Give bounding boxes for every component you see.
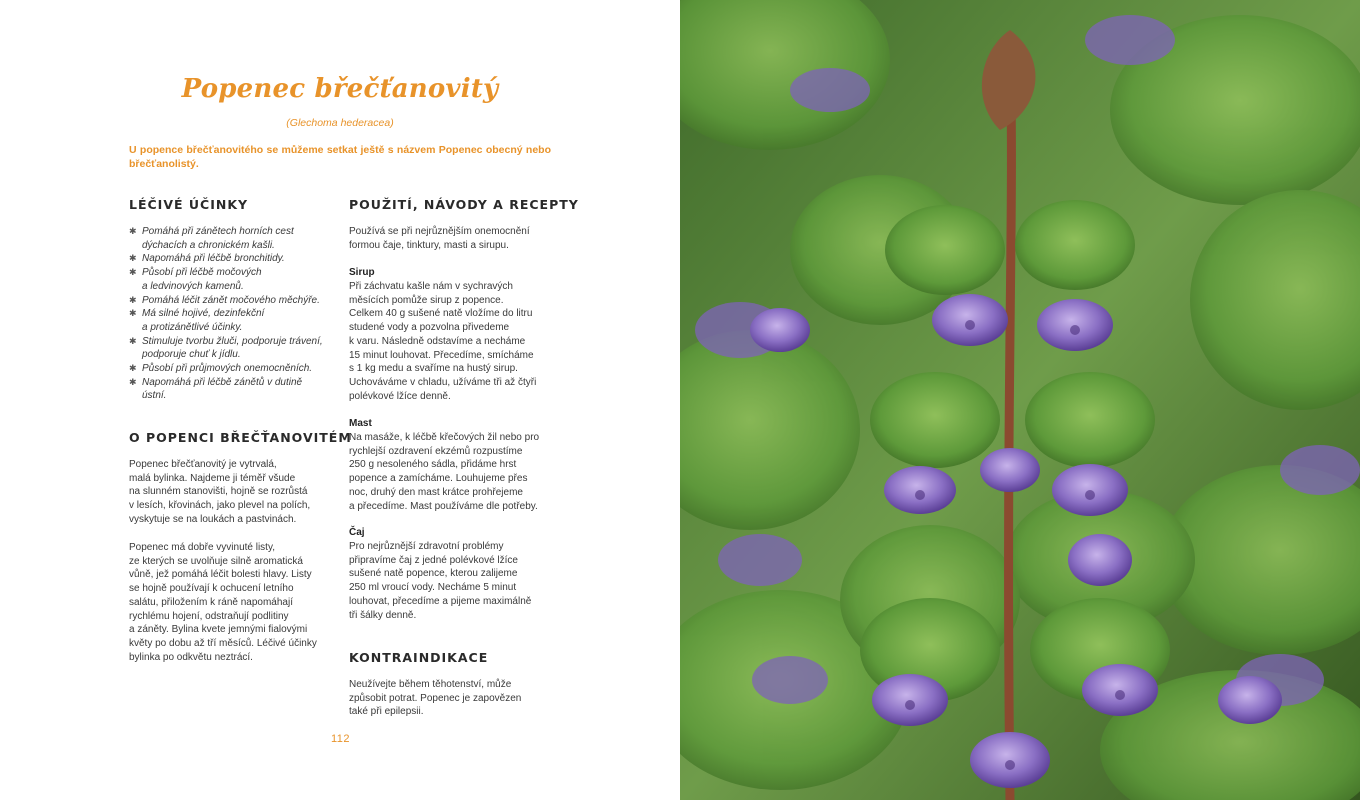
text-line: ze kterých se uvolňuje silně aromatická	[129, 555, 303, 567]
text-line: vůně, jež pomáhá léčit bolesti hlavy. Listy	[129, 569, 312, 581]
effect-item	[129, 362, 334, 376]
intro-text: U popence břečťanovitého se můžeme setkat ještě s názvem Popenec obecný nebo břečťanolistý.	[129, 144, 551, 170]
text-line: rychlejší ozdravení ekzémů rozpustíme	[349, 445, 523, 457]
text-line: 15 minut louhovat. Přecedíme, smícháme	[349, 349, 534, 361]
text-line: v lesích, křovinách, jako plevel na polích,	[129, 500, 311, 512]
about-paragraph-1	[129, 458, 339, 527]
text-line: studené vody a pozvolna přivedeme	[349, 322, 510, 334]
mast-heading: Mast	[349, 418, 372, 429]
text-line: formou čaje, tinktury, masti a sirupu.	[349, 239, 509, 251]
effect-item	[129, 376, 334, 403]
usage-heading: POUŽITÍ, NÁVODY A RECEPTY	[349, 197, 579, 212]
text-line: salátu, přiložením k ráně napomáhají	[129, 596, 293, 608]
text-line: vyskytuje se na loukách a pastvinách.	[129, 513, 297, 525]
asterisk-bullet-icon: ✱	[129, 267, 137, 278]
text-line: měsících pomůže sirup z popence.	[349, 294, 504, 306]
asterisk-bullet-icon: ✱	[129, 294, 137, 305]
page-number: 112	[331, 733, 351, 745]
usage-intro	[349, 225, 554, 252]
asterisk-bullet-icon: ✱	[129, 308, 137, 319]
effect-line: Pomáhá léčit zánět močového měchýře.	[142, 294, 320, 306]
effect-item	[129, 266, 334, 293]
effect-item	[129, 225, 334, 252]
text-line: bylinka po odkvětu neztrácí.	[129, 651, 253, 663]
text-line: Celkem 40 g sušené natě vložíme do litru	[349, 308, 533, 320]
effect-item	[129, 252, 334, 266]
latin-name: (Glechoma hederacea)	[286, 117, 394, 129]
effect-line: a ledvinových kamenů.	[142, 280, 244, 292]
effect-item	[129, 294, 334, 308]
text-line: louhovat, přecedíme a pijeme maximálně	[349, 595, 532, 607]
effect-item	[129, 307, 334, 334]
text-line: Na masáže, k léčbě křečových žil nebo pro	[349, 432, 540, 443]
sirup-heading: Sirup	[349, 267, 375, 278]
text-line: tři šálky denně.	[349, 609, 417, 621]
effect-line: Působí při průjmových onemocněních.	[142, 363, 313, 375]
effect-line: a protizánětlivé účinky.	[142, 321, 243, 333]
text-line: připravíme čaj z jedné polévkové lžíce	[349, 554, 518, 566]
effect-line: Napomáhá při léčbě bronchitidy.	[142, 253, 285, 265]
effect-line: Stimuluje tvorbu žluči, podporuje trávení,	[142, 335, 323, 347]
text-line: se hojně používají k ochucení letního	[129, 583, 294, 595]
text-line: 250 ml vroucí vody. Necháme 5 minut	[349, 582, 517, 594]
text-line: Neužívejte během těhotenství, může	[349, 679, 512, 690]
asterisk-bullet-icon: ✱	[129, 335, 137, 346]
text-line: a přecedíme. Mast používáme dle potřeby.	[349, 500, 538, 512]
contraindication-heading: KONTRAINDIKACE	[349, 650, 489, 665]
text-line: s 1 kg medu a svaříme na hustý sirup.	[349, 363, 518, 375]
effect-line: Napomáhá při léčbě zánětů v dutině	[142, 376, 303, 388]
text-line: způsobit potrat. Popenec je zapovězen	[349, 692, 522, 704]
effects-heading: LÉČIVÉ ÚČINKY	[129, 197, 249, 212]
text-line: Používá se při nejrůznějším onemocnění	[349, 226, 530, 237]
asterisk-bullet-icon: ✱	[129, 226, 137, 236]
text-line: a záněty. Bylina kvete jemnými fialovými	[129, 624, 308, 636]
text-line: noc, druhý den mast krátce prohřejeme	[349, 486, 523, 498]
effect-line: dýchacích a chronickém kašli.	[142, 239, 275, 251]
text-line: rychlému hojení, odstraňují podlitiny	[129, 610, 289, 622]
ground-ivy-photo	[680, 0, 1360, 800]
text-line: popence a zamícháme. Louhujeme přes	[349, 473, 528, 485]
sirup-text	[349, 280, 554, 403]
text-line: Při záchvatu kašle nám v sychravých	[349, 281, 513, 292]
text-line: 250 g nesoleného sádla, přidáme hrst	[349, 459, 517, 471]
text-line: Pro nejrůznější zdravotní problémy	[349, 541, 504, 552]
text-line: Uchováváme v chladu, užíváme tři až čtyři	[349, 376, 537, 388]
effect-line: Pomáhá při zánětech horních cest	[142, 226, 294, 237]
asterisk-bullet-icon: ✱	[129, 253, 137, 264]
mast-text	[349, 431, 554, 513]
effect-line: ústní.	[142, 390, 167, 402]
text-line: na slunném stanovišti, hojně se rozrůstá	[129, 486, 308, 498]
text-line: Popenec břečťanovitý je vytrvalá,	[129, 459, 277, 470]
page-title: Popenec břečťanovitý	[181, 74, 499, 104]
contraindication-text	[349, 678, 554, 719]
asterisk-bullet-icon: ✱	[129, 376, 137, 387]
about-paragraph-2	[129, 541, 339, 664]
text-line: polévkové lžíce denně.	[349, 390, 451, 402]
asterisk-bullet-icon: ✱	[129, 363, 137, 374]
effect-line: Má silné hojivé, dezinfekční	[142, 308, 265, 320]
text-line: sušené natě popence, kterou zalijeme	[349, 568, 518, 580]
plant-illustration	[680, 0, 1360, 800]
caj-heading: Čaj	[349, 527, 365, 538]
text-line: k varu. Následně odstavíme a necháme	[349, 335, 526, 347]
effects-list	[129, 225, 334, 403]
effect-line: Působí při léčbě močových	[142, 267, 262, 279]
about-heading: O POPENCI BŘEČŤANOVITÉM	[129, 430, 352, 445]
effect-item	[129, 335, 334, 362]
text-line: malá bylinka. Najdeme ji téměř všude	[129, 472, 296, 484]
caj-text	[349, 540, 554, 622]
effect-line: podporuje chuť k jídlu.	[142, 349, 241, 361]
text-line: také při epilepsii.	[349, 706, 424, 718]
text-line: Popenec má dobře vyvinuté listy,	[129, 542, 276, 553]
text-line: květy po dobu až tří měsíců. Léčivé účinky	[129, 637, 317, 649]
